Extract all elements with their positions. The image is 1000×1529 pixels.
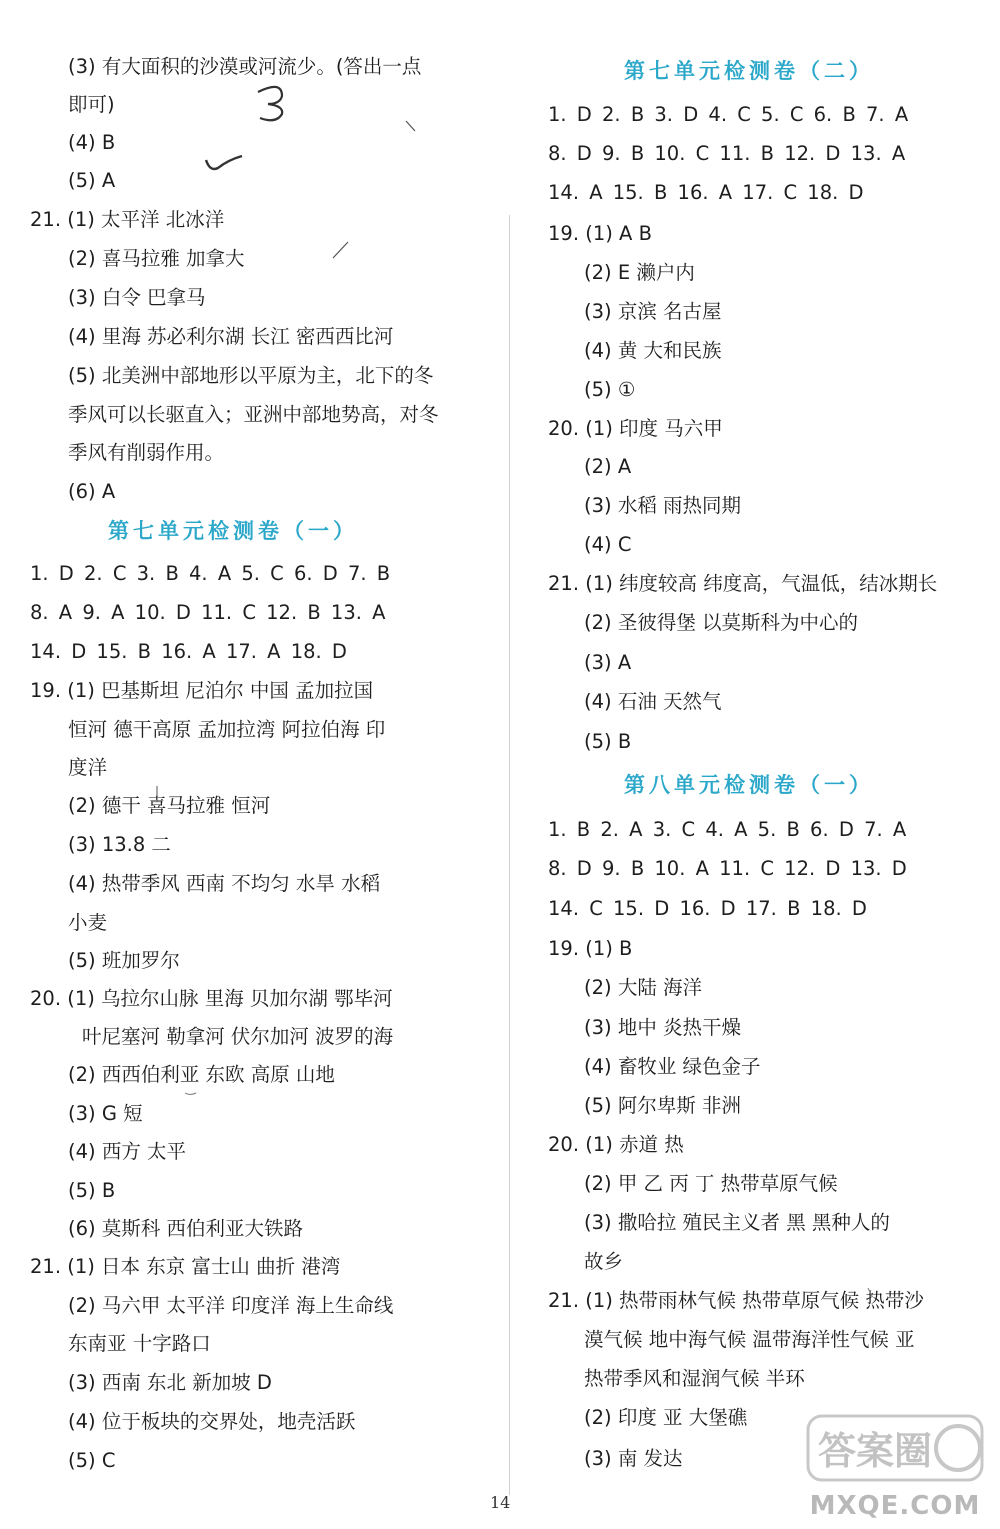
mc-answers-row: 8. A 9. A 10. D 11. C 12. B 13. A [30, 601, 386, 624]
answer-line: (3) 白令 巴拿马 [68, 286, 206, 309]
answer-line: (3) 地中 炎热干燥 [584, 1016, 742, 1039]
answer-line: (2) 西西伯利亚 东欧 高原 山地 [68, 1063, 335, 1086]
answer-line: (2) E 濑户内 [584, 261, 695, 284]
answer-line: (3) 西南 东北 新加坡 D [68, 1371, 272, 1394]
answer-line: 19. (1) B [548, 937, 633, 960]
answer-line: (2) 马六甲 太平洋 印度洋 海上生命线 [68, 1294, 394, 1317]
pen-tick-icon [185, 1093, 196, 1095]
answer-line: (4) 黄 大和民族 [584, 339, 722, 362]
section-title-unit7-2: 第七单元检测卷（二） [624, 58, 874, 83]
answer-line: (5) B [584, 730, 632, 753]
answer-line: 20. (1) 印度 马六甲 [548, 417, 723, 440]
answer-line: 漠气候 地中海气候 温带海洋性气候 亚 [584, 1328, 915, 1351]
answer-line: 东南亚 十字路口 [68, 1332, 211, 1355]
answer-line: (2) 德干 喜马拉雅 恒河 [68, 794, 271, 817]
mc-answers-row: 8. D 9. B 10. C 11. B 12. D 13. A [548, 142, 906, 165]
answer-line: (5) B [68, 1179, 116, 1202]
watermark-logo-text: 答案圈 [818, 1429, 933, 1473]
pen-tick-icon [333, 242, 348, 258]
column-divider [509, 215, 510, 1495]
answer-line: (3) 南 发达 [584, 1447, 683, 1470]
section-title-unit8-1: 第八单元检测卷（一） [624, 772, 874, 797]
answer-line: (2) A [584, 455, 632, 478]
answer-line: (5) 阿尔卑斯 非洲 [584, 1094, 742, 1117]
answer-line: (4) 石油 天然气 [584, 690, 722, 713]
answer-line: (2) 圣彼得堡 以莫斯科为中心的 [584, 611, 859, 634]
answer-line: (5) ① [584, 378, 636, 401]
mc-answers-row: 1. D 2. C 3. B 4. A 5. C 6. D 7. B [30, 562, 391, 585]
answer-line: 20. (1) 赤道 热 [548, 1133, 684, 1156]
watermark-site: MXQE.COM [809, 1491, 981, 1521]
answer-line: (2) 印度 亚 大堡礁 [584, 1406, 748, 1429]
mc-answers-row: 1. B 2. A 3. C 4. A 5. B 6. D 7. A [548, 818, 907, 841]
answer-line: (5) A [68, 169, 116, 192]
section-title-unit7-1: 第七单元检测卷（一） [108, 518, 358, 543]
answer-line: (3) A [584, 651, 632, 674]
answer-line: 即可) [68, 93, 115, 116]
answer-line: 恒河 德干高原 孟加拉湾 阿拉伯海 印 [68, 718, 386, 741]
answer-line: 21. (1) 日本 东京 富士山 曲折 港湾 [30, 1255, 341, 1278]
answer-line: (4) 里海 苏必利尔湖 长江 密西西比河 [68, 325, 394, 348]
answer-line: (3) G 短 [68, 1102, 143, 1125]
mc-answers-row: 14. C 15. D 16. D 17. B 18. D [548, 897, 867, 920]
answer-line: (5) 班加罗尔 [68, 949, 180, 972]
pen-stroke-icon [206, 156, 242, 169]
answer-line: 小麦 [68, 911, 108, 934]
answer-line: (5) C [68, 1449, 116, 1472]
answer-line: (3) 13.8 二 [68, 833, 171, 856]
page-number: 14 [490, 1493, 511, 1512]
pen-scribble-icon [258, 87, 282, 120]
answer-line: 叶尼塞河 勒拿河 伏尔加河 波罗的海 [82, 1025, 394, 1048]
answer-line: 故乡 [584, 1250, 624, 1273]
answer-line: 21. (1) 纬度较高 纬度高，气温低，结冰期长 [548, 572, 938, 595]
mc-answers-row: 14. D 15. B 16. A 17. A 18. D [30, 640, 347, 663]
watermark [800, 1408, 990, 1523]
answer-line: (4) B [68, 131, 116, 154]
answer-line: 19. (1) A B [548, 222, 652, 245]
watermark-logo-icon [800, 1408, 990, 1488]
mc-answers-row: 14. A 15. B 16. A 17. C 18. D [548, 181, 864, 204]
mc-answers-row: 8. D 9. B 10. A 11. C 12. D 13. D [548, 857, 907, 880]
answer-line: 21. (1) 热带雨林气候 热带草原气候 热带沙 [548, 1289, 924, 1312]
answer-line: 季风可以长驱直入；亚洲中部地势高，对冬 [68, 403, 439, 426]
answer-line: (3) 有大面积的沙漠或河流少。(答出一点 [68, 55, 422, 78]
answer-line: (2) 喜马拉雅 加拿大 [68, 247, 245, 270]
answer-line: (6) 莫斯科 西伯利亚大铁路 [68, 1217, 304, 1240]
answer-line: 热带季风和湿润气候 半环 [584, 1367, 805, 1390]
answer-line: 19. (1) 巴基斯坦 尼泊尔 中国 孟加拉国 [30, 679, 374, 702]
answer-line: (4) 热带季风 西南 不均匀 水旱 水稻 [68, 872, 381, 895]
answer-line: (3) 水稻 雨热同期 [584, 494, 742, 517]
pen-tick-icon [406, 121, 415, 131]
answer-line: (3) 京滨 名古屋 [584, 300, 722, 323]
answer-line: (2) 甲 乙 丙 丁 热带草原气候 [584, 1172, 838, 1195]
mc-answers-row: 1. D 2. B 3. D 4. C 5. C 6. B 7. A [548, 103, 909, 126]
answer-line: (6) A [68, 480, 116, 503]
answer-line: (4) 西方 太平 [68, 1140, 187, 1163]
answer-line: 20. (1) 乌拉尔山脉 里海 贝加尔湖 鄂毕河 [30, 987, 393, 1010]
answer-line: (4) 畜牧业 绿色金子 [584, 1055, 761, 1078]
answer-line: (3) 撒哈拉 殖民主义者 黑 黑种人的 [584, 1211, 890, 1234]
answer-line: (4) 位于板块的交界处，地壳活跃 [68, 1410, 356, 1433]
answer-line: 季风有削弱作用。 [68, 441, 225, 464]
answer-line: (4) C [584, 533, 632, 556]
answer-line: (5) 北美洲中部地形以平原为主，北下的冬 [68, 364, 434, 387]
answer-line: (2) 大陆 海洋 [584, 976, 703, 999]
answer-line: 度洋 [68, 756, 108, 779]
answer-line: 21. (1) 太平洋 北冰洋 [30, 208, 225, 231]
